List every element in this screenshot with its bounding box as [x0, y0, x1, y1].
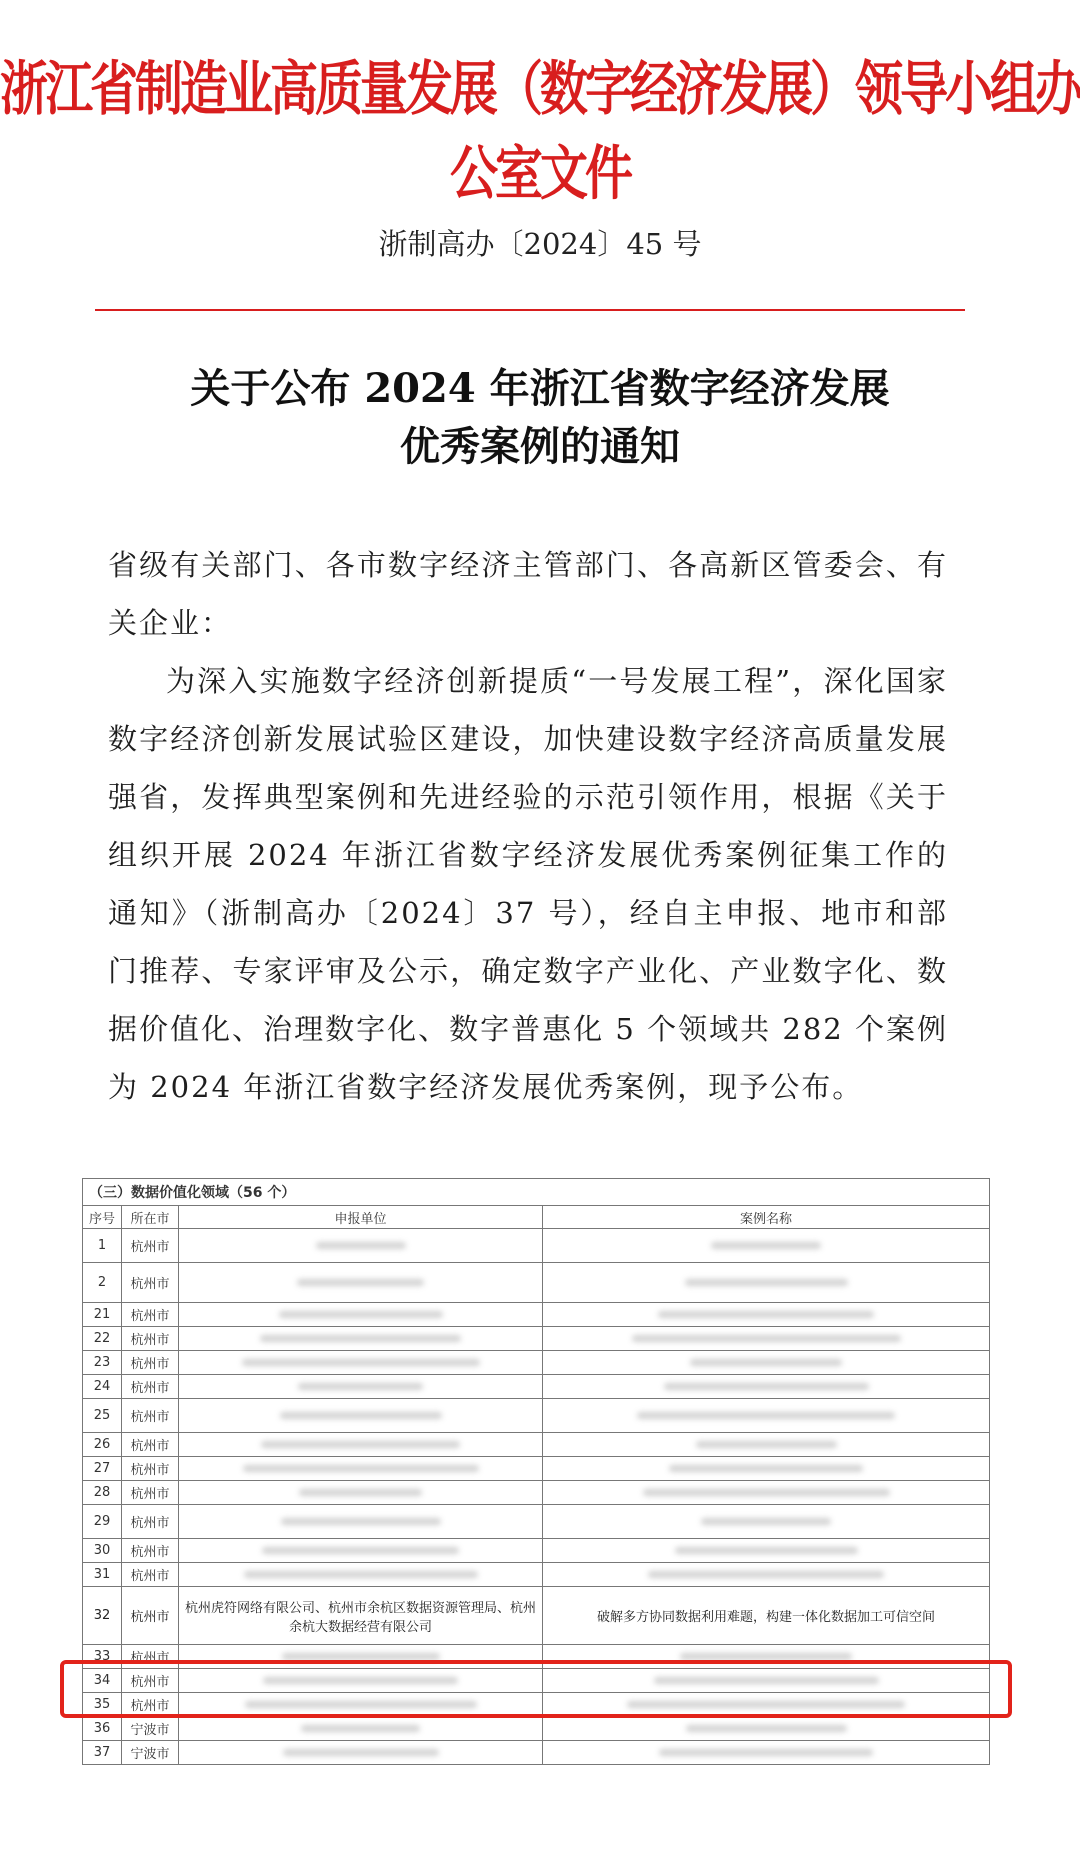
row-unit	[179, 1351, 543, 1375]
row-case	[543, 1433, 990, 1457]
redacted-text	[261, 1441, 460, 1448]
body-paragraph: 为深入实施数字经济创新提质“一号发展工程”，深化国家数字经济创新发展试验区建设，加快建设数字经济高质量发展强省，发挥典型案例和先进经验的示范引领作用，根据《关于组织开展 2024 年浙江省数字经济发展优秀案例征集工作的通知》（浙制高办〔2024〕37 号），经自主申报、地市和部门推荐、专家评审及公示，确定数字产业化、产业数字化、数据价值化、治理数字化、数字普惠化 5 个领域共 282 个案例为 2024 年浙江省数字经济发展优秀案例，现予公布。	[108, 664, 948, 1104]
redacted-text	[243, 1465, 479, 1472]
table-row	[83, 1693, 990, 1717]
table-row	[83, 1263, 990, 1303]
table-row	[83, 1229, 990, 1263]
redacted-text	[632, 1335, 901, 1342]
table-row	[83, 1645, 990, 1669]
section-heading: （三）数据价值化领域（56 个）	[83, 1179, 990, 1206]
row-unit	[179, 1717, 543, 1741]
table-row	[83, 1457, 990, 1481]
case-table	[82, 1178, 990, 1765]
row-number: 28	[83, 1481, 122, 1505]
row-unit	[179, 1375, 543, 1399]
redacted-text	[316, 1242, 406, 1249]
row-case	[543, 1563, 990, 1587]
redacted-text	[260, 1335, 461, 1342]
table-row	[83, 1505, 990, 1539]
row-number: 1	[83, 1229, 122, 1263]
row-number: 24	[83, 1375, 122, 1399]
row-unit	[179, 1563, 543, 1587]
row-city: 杭州市	[122, 1375, 179, 1399]
row-number: 22	[83, 1327, 122, 1351]
notice-body	[108, 536, 948, 1116]
table-row	[83, 1327, 990, 1351]
row-case	[543, 1669, 990, 1693]
row-case	[543, 1263, 990, 1303]
row-unit	[179, 1229, 543, 1263]
row-number: 26	[83, 1433, 122, 1457]
redacted-text	[244, 1571, 478, 1578]
row-unit	[179, 1539, 543, 1563]
row-case	[543, 1741, 990, 1765]
redacted-text	[659, 1749, 873, 1756]
redacted-text	[658, 1311, 874, 1318]
row-number: 37	[83, 1741, 122, 1765]
row-unit: 杭州虎符网络有限公司、杭州市余杭区数据资源管理局、杭州余杭大数据经营有限公司	[179, 1587, 543, 1645]
row-city: 杭州市	[122, 1563, 179, 1587]
row-unit	[179, 1327, 543, 1351]
row-city: 杭州市	[122, 1693, 179, 1717]
table-row	[83, 1741, 990, 1765]
row-city: 宁波市	[122, 1741, 179, 1765]
row-city: 杭州市	[122, 1303, 179, 1327]
redacted-text	[643, 1489, 890, 1496]
row-unit	[179, 1669, 543, 1693]
redacted-text	[711, 1242, 821, 1249]
row-unit	[179, 1505, 543, 1539]
redacted-text	[696, 1441, 837, 1448]
row-number: 23	[83, 1351, 122, 1375]
row-case	[543, 1481, 990, 1505]
redacted-text	[664, 1383, 869, 1390]
row-city: 杭州市	[122, 1327, 179, 1351]
redacted-text	[627, 1701, 905, 1708]
redacted-text	[242, 1359, 480, 1366]
table-row	[83, 1399, 990, 1433]
redacted-text	[648, 1571, 884, 1578]
row-unit	[179, 1303, 543, 1327]
redacted-text	[297, 1279, 424, 1286]
row-number: 30	[83, 1539, 122, 1563]
redacted-text	[685, 1279, 848, 1286]
row-case	[543, 1375, 990, 1399]
row-number: 2	[83, 1263, 122, 1303]
col-header-case: 案例名称	[543, 1206, 990, 1229]
redacted-text	[279, 1311, 443, 1318]
row-unit	[179, 1399, 543, 1433]
row-unit	[179, 1433, 543, 1457]
case-table-excerpt	[82, 1178, 989, 1765]
redacted-text	[281, 1518, 441, 1525]
row-number: 32	[83, 1587, 122, 1645]
redacted-text	[301, 1725, 420, 1732]
row-city: 宁波市	[122, 1717, 179, 1741]
col-header-unit: 申报单位	[179, 1206, 543, 1229]
notice-title	[0, 360, 1080, 476]
redacted-text	[690, 1359, 842, 1366]
row-number: 31	[83, 1563, 122, 1587]
table-row	[83, 1669, 990, 1693]
redacted-text	[680, 1653, 852, 1660]
redacted-text	[299, 1489, 422, 1496]
row-number: 29	[83, 1505, 122, 1539]
row-city: 杭州市	[122, 1351, 179, 1375]
redacted-text	[263, 1677, 458, 1684]
row-case	[543, 1539, 990, 1563]
row-city: 杭州市	[122, 1481, 179, 1505]
row-case	[543, 1229, 990, 1263]
row-unit	[179, 1263, 543, 1303]
redacted-text	[245, 1701, 477, 1708]
row-city: 杭州市	[122, 1669, 179, 1693]
table-row	[83, 1587, 990, 1645]
row-number: 25	[83, 1399, 122, 1433]
row-unit	[179, 1481, 543, 1505]
row-city: 杭州市	[122, 1433, 179, 1457]
row-case	[543, 1457, 990, 1481]
row-city: 杭州市	[122, 1645, 179, 1669]
row-number: 27	[83, 1457, 122, 1481]
redacted-text	[637, 1412, 895, 1419]
table-row	[83, 1303, 990, 1327]
table-row	[83, 1539, 990, 1563]
row-case	[543, 1645, 990, 1669]
document-number: 浙制高办〔2024〕45 号	[378, 227, 702, 261]
row-unit	[179, 1457, 543, 1481]
redacted-text	[282, 1653, 440, 1660]
row-case	[543, 1399, 990, 1433]
red-divider	[95, 309, 965, 311]
issuer-header: 浙江省制造业高质量发展（数字经济发展）领导小组办公室文件	[0, 55, 1080, 208]
table-row	[83, 1351, 990, 1375]
row-case: 破解多方协同数据利用难题，构建一体化数据加工可信空间	[543, 1587, 990, 1645]
table-row	[83, 1375, 990, 1399]
row-number: 33	[83, 1645, 122, 1669]
row-number: 35	[83, 1693, 122, 1717]
row-number: 34	[83, 1669, 122, 1693]
title-line-1: 关于公布 2024 年浙江省数字经济发展	[190, 365, 890, 412]
row-city: 杭州市	[122, 1505, 179, 1539]
row-city: 杭州市	[122, 1399, 179, 1433]
row-case	[543, 1351, 990, 1375]
title-line-2: 优秀案例的通知	[400, 423, 680, 470]
col-header-city: 所在市	[122, 1206, 179, 1229]
row-case	[543, 1327, 990, 1351]
row-city: 杭州市	[122, 1457, 179, 1481]
row-number: 36	[83, 1717, 122, 1741]
redacted-text	[283, 1749, 439, 1756]
table-row	[83, 1481, 990, 1505]
salutation: 省级有关部门、各市数字经济主管部门、各高新区管委会、有关企业：	[108, 548, 948, 640]
table-row	[83, 1563, 990, 1587]
col-header-no: 序号	[83, 1206, 122, 1229]
redacted-text	[675, 1547, 858, 1554]
row-city: 杭州市	[122, 1587, 179, 1645]
row-case	[543, 1717, 990, 1741]
row-unit	[179, 1693, 543, 1717]
row-case	[543, 1693, 990, 1717]
row-unit	[179, 1645, 543, 1669]
row-number: 21	[83, 1303, 122, 1327]
row-city: 杭州市	[122, 1263, 179, 1303]
table-row	[83, 1433, 990, 1457]
row-city: 杭州市	[122, 1229, 179, 1263]
row-city: 杭州市	[122, 1539, 179, 1563]
redacted-text	[654, 1677, 879, 1684]
row-case	[543, 1303, 990, 1327]
redacted-text	[701, 1518, 831, 1525]
table-row	[83, 1717, 990, 1741]
redacted-text	[280, 1412, 442, 1419]
redacted-text	[669, 1465, 863, 1472]
redacted-text	[262, 1547, 459, 1554]
redacted-text	[686, 1725, 847, 1732]
redacted-text	[298, 1383, 423, 1390]
row-unit	[179, 1741, 543, 1765]
row-case	[543, 1505, 990, 1539]
